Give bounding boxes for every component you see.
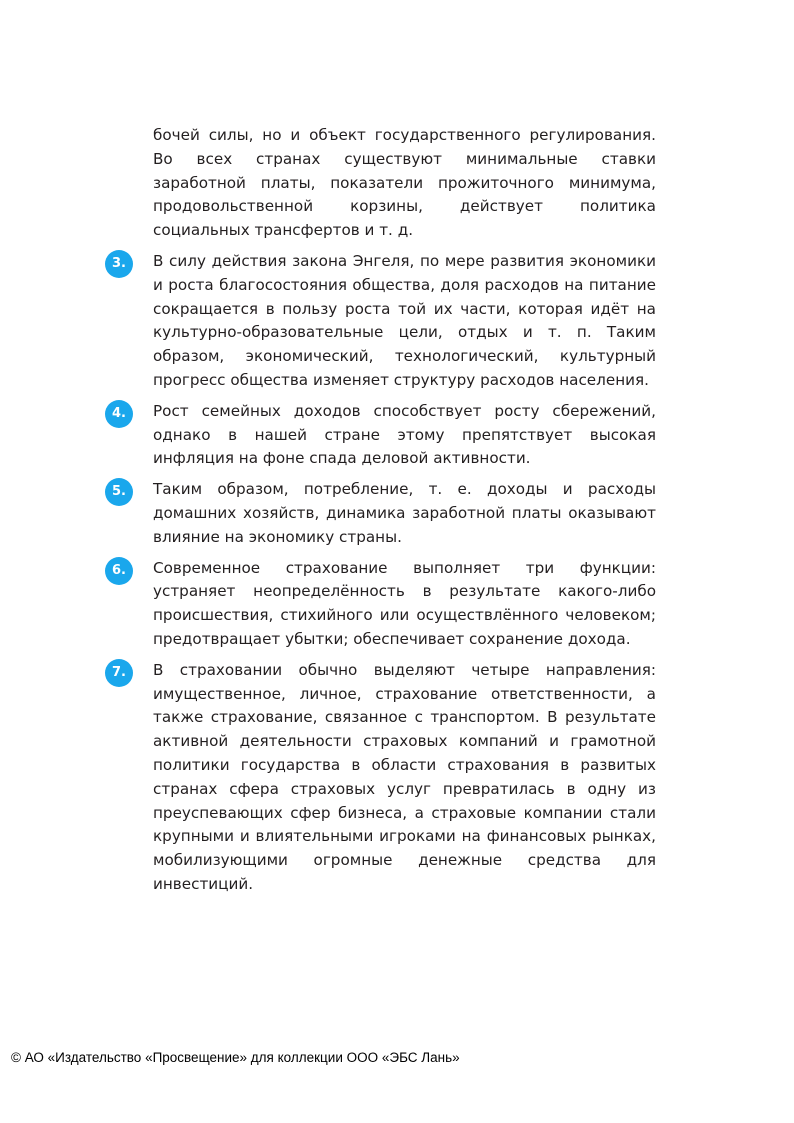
list-item-text: В страховании обычно выделяют четыре направления: имущественное, личное, страхование ответственности, а также страхование, связанное с транспортом. В результате активной деятельности страховых компаний и грамотной политики государства в области страхования в развитых странах сфера страховых услуг превратилась в одну из преуспевающих сфер бизнеса, а страховые компании стали крупными и влиятельными игроками на финансовых рынках, мобилизующими огромные денежные средства для инвестиций. <box>153 660 656 893</box>
list-item-7 <box>112 659 656 897</box>
list-item-text: В силу действия закона Энгеля, по мере развития экономики и роста благосостояния общества, доля расходов на питание сокращается в пользу роста той их части, которая идёт на культурно-образовательные цели, отдых и т. п. Таким образом, экономический, технологический, культурный прогресс общества изменяет структуру расходов населения. <box>153 251 656 389</box>
list-item-4 <box>112 400 656 471</box>
list-item-5 <box>112 478 656 549</box>
number-badge-6: 6. <box>105 557 133 585</box>
list-item-text: Современное страхование выполняет три функции: устраняет неопределённость в результате какого-либо происшествия, стихийного или осуществлённого человеком; предотвращает убытки; обеспечивает сохранение дохода. <box>153 558 656 648</box>
list-item-6 <box>112 557 656 652</box>
number-badge-4: 4. <box>105 400 133 428</box>
number-badge-7: 7. <box>105 659 133 687</box>
paragraph-continued: бочей силы, но и объект государственного регулирования. Во всех странах существуют минимальные ставки заработной платы, показатели прожиточного минимума, продовольственной корзины, действует политика социальных трансфертов и т. д. <box>153 126 656 240</box>
list-item-text: Таким образом, потребление, т. е. доходы и расходы домашних хозяйств, динамика заработной платы оказывают влияние на экономику страны. <box>153 480 656 546</box>
text-body <box>112 124 656 904</box>
number-badge-3: 3. <box>105 250 133 278</box>
number-badge-5: 5. <box>105 478 133 506</box>
list-item-3 <box>112 250 656 393</box>
copyright-notice: © АО «Издательство «Просвещение» для коллекции ООО «ЭБС Лань» <box>11 1050 460 1065</box>
list-item-text: Рост семейных доходов способствует росту сбережений, однако в нашей стране этому препятствует высокая инфляция на фоне спада деловой активности. <box>153 401 656 468</box>
